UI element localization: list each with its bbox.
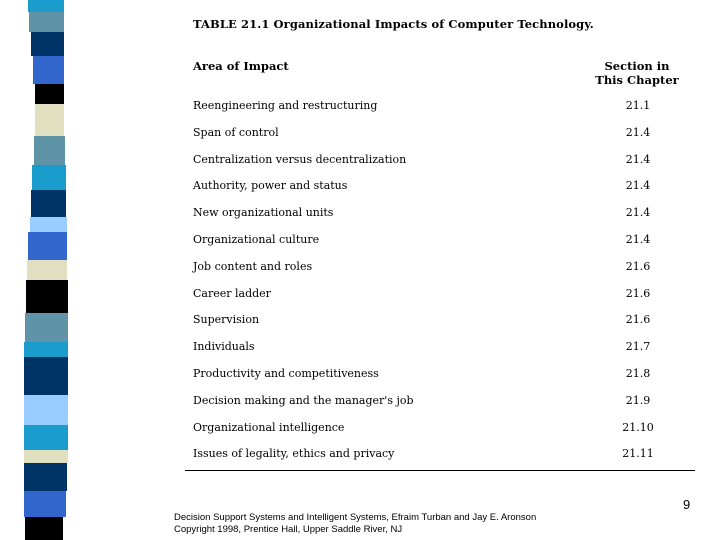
area-of-impact-cell: Reengineering and restructuring [193, 99, 378, 112]
area-of-impact-cell: Organizational culture [193, 233, 320, 246]
stripe-band [25, 517, 63, 540]
stripe-band [29, 12, 64, 32]
stripe-band [31, 32, 64, 56]
stripe-band [24, 463, 67, 491]
footer-line-2: Copyright 1998, Prentice Hall, Upper Saddle River, NJ [174, 524, 403, 535]
area-of-impact-cell: Supervision [193, 313, 260, 326]
section-cell: 21.4 [625, 206, 651, 219]
stripe-band [35, 104, 64, 136]
area-of-impact-cell: Productivity and competitiveness [193, 367, 379, 380]
section-cell: 21.6 [625, 313, 651, 326]
table-title: TABLE 21.1 Organizational Impacts of Computer Technology. [193, 17, 594, 31]
table-bottom-rule [185, 470, 695, 471]
area-of-impact-cell: Issues of legality, ethics and privacy [193, 447, 395, 460]
section-cell: 21.10 [622, 421, 654, 434]
area-of-impact-cell: Job content and roles [193, 260, 313, 273]
section-cell: 21.4 [625, 179, 651, 192]
stripe-band [26, 280, 68, 313]
section-cell: 21.4 [625, 233, 651, 246]
column-header-section-line1: Section in [604, 59, 670, 73]
area-of-impact-cell: Centralization versus decentralization [193, 153, 407, 166]
stripe-band [24, 491, 66, 517]
column-header-section [590, 59, 684, 87]
stripe-band [28, 232, 67, 260]
area-of-impact-cell: Individuals [193, 340, 255, 353]
section-cell: 21.8 [625, 367, 651, 380]
section-cell: 21.1 [625, 99, 651, 112]
footer-citation [174, 512, 536, 536]
area-of-impact-cell: Span of control [193, 126, 279, 139]
stripe-band [35, 84, 64, 104]
stripe-band [24, 342, 68, 357]
stripe-band [24, 450, 68, 463]
area-of-impact-cell: New organizational units [193, 206, 334, 219]
section-cell: 21.6 [625, 287, 651, 300]
footer-line-1: Decision Support Systems and Intelligent Systems, Efraim Turban and Jay E. Aronson [174, 512, 537, 523]
area-of-impact-cell: Authority, power and status [193, 179, 348, 192]
section-cell: 21.4 [625, 126, 651, 139]
stripe-band [28, 0, 64, 12]
stripe-band [30, 217, 67, 232]
column-header-area: Area of Impact [193, 59, 289, 73]
stripe-band [25, 313, 68, 342]
stripe-band [24, 357, 68, 395]
stripe-band [33, 56, 64, 84]
section-cell: 21.11 [622, 447, 654, 460]
section-cell: 21.7 [625, 340, 651, 353]
decorative-stripe [0, 0, 80, 540]
page-number: 9 [683, 497, 691, 512]
column-header-section-line2: This Chapter [595, 73, 679, 87]
area-of-impact-cell: Decision making and the manager's job [193, 394, 414, 407]
stripe-band [27, 260, 67, 280]
stripe-band [34, 136, 65, 165]
area-of-impact-cell: Organizational intelligence [193, 421, 345, 434]
section-cell: 21.6 [625, 260, 651, 273]
stripe-band [24, 395, 68, 425]
stripe-band [31, 190, 66, 217]
area-of-impact-cell: Career ladder [193, 287, 271, 300]
section-cell: 21.9 [625, 394, 651, 407]
stripe-band [32, 165, 66, 190]
section-cell: 21.4 [625, 153, 651, 166]
stripe-band [24, 425, 68, 450]
